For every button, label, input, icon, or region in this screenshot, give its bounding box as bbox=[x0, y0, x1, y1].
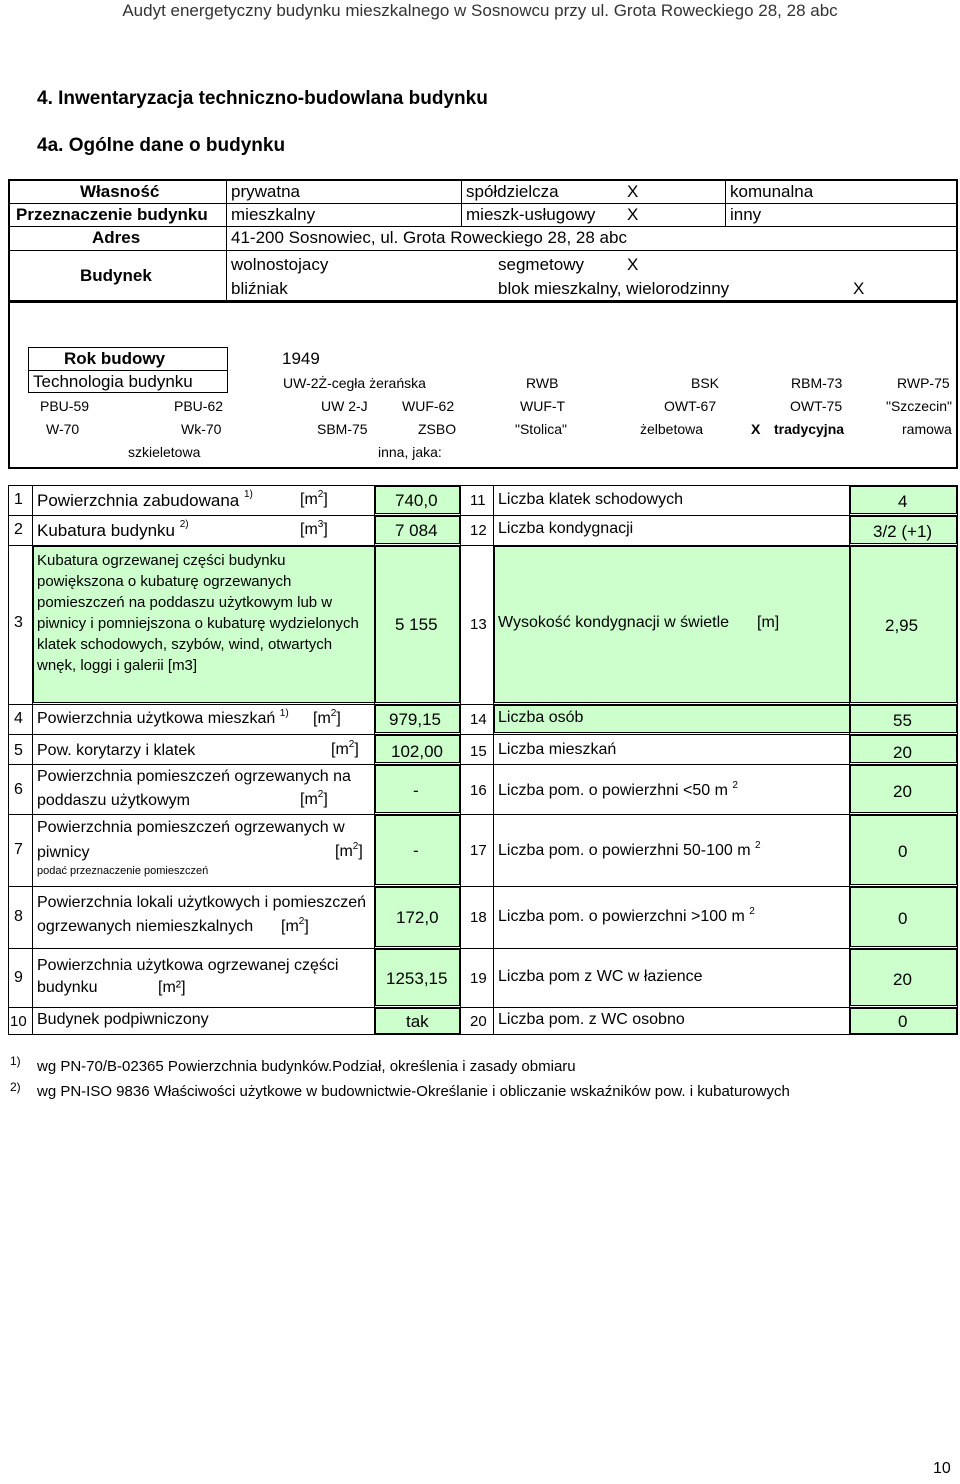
row-13-number: 13 bbox=[470, 616, 487, 633]
footnote-1-mark: 1) bbox=[10, 1054, 21, 1068]
row-5-number: 5 bbox=[14, 742, 23, 759]
row-3-value: 5 155 bbox=[395, 615, 438, 634]
row-12-label: Liczba kondygnacji bbox=[498, 520, 634, 537]
row-11-label: Liczba klatek schodowych bbox=[498, 491, 683, 508]
row-4-value: 979,15 bbox=[389, 710, 441, 729]
tech-opt-zsbo: ZSBO bbox=[418, 421, 457, 437]
row-5-unit: $[m^2]$ bbox=[331, 739, 359, 758]
row-9-number: 9 bbox=[14, 969, 23, 986]
tech-opt-pbu62: PBU-62 bbox=[174, 398, 224, 414]
row-17-value: 0 bbox=[898, 842, 908, 861]
row-20-value: 0 bbox=[898, 1012, 908, 1031]
row-15-number: 15 bbox=[470, 743, 487, 760]
address-label: Adres bbox=[92, 228, 141, 247]
footnote-2-mark: 2) bbox=[10, 1080, 21, 1094]
row-8-label-a: Powierzchnia lokali użytkowych i pomieszczeń bbox=[37, 894, 367, 911]
tech-opt-rwb: RWB bbox=[526, 375, 559, 391]
row-17-label: Liczba pom. o powierzhni 50-100 m $^2$ bbox=[498, 840, 761, 859]
building-mark-1: X bbox=[627, 255, 639, 274]
ownership-opt-municipal: komunalna bbox=[730, 182, 814, 201]
row-18-value: 0 bbox=[898, 909, 908, 928]
row-7-note: podać przeznaczenie pomieszczeń bbox=[37, 865, 209, 877]
row-1-value: 740,0 bbox=[395, 491, 438, 510]
row-6-label-b: poddaszu użytkowym bbox=[37, 792, 190, 809]
purpose-opt-other: inny bbox=[730, 205, 762, 224]
tech-opt-owt75: OWT-75 bbox=[790, 398, 843, 414]
row-4-unit: $[m^2]$ bbox=[313, 708, 341, 727]
tech-opt-tradycyjna: tradycyjna bbox=[774, 421, 845, 437]
row-4-label: Powierzchnia użytkowa mieszkań $^{1)}$ bbox=[37, 708, 289, 727]
section-title: 4. Inwentaryzacja techniczno-budowlana budynku bbox=[37, 88, 488, 109]
purpose-opt-mixed: mieszk-usługowy bbox=[466, 205, 596, 224]
row-11-number: 11 bbox=[470, 492, 486, 509]
page-number: 10 bbox=[933, 1460, 951, 1477]
building-opt-semidetached: bliźniak bbox=[231, 279, 288, 298]
page-header: Audyt energetyczny budynku mieszkalnego w Sosnowcu przy ul. Grota Roweckiego 28, 28 abc bbox=[122, 1, 838, 20]
row-6-label-a: Powierzchnia pomieszczeń ogrzewanych na bbox=[37, 768, 351, 785]
row-15-value: 20 bbox=[893, 743, 912, 762]
year-value: 1949 bbox=[282, 349, 320, 368]
row-14-number: 14 bbox=[470, 711, 487, 728]
ownership-opt-cooperative: spółdzielcza bbox=[466, 182, 559, 201]
row-12-number: 12 bbox=[470, 522, 487, 539]
row-18-number: 18 bbox=[470, 909, 487, 926]
building-mark-2: X bbox=[853, 279, 865, 298]
row-2-label: Kubatura budynku $^{2)}$ bbox=[37, 519, 189, 540]
row-9-label-b: budynku bbox=[37, 979, 98, 996]
row-8-number: 8 bbox=[14, 908, 23, 925]
tech-opt-ramowa: ramowa bbox=[902, 421, 952, 437]
row-7-number: 7 bbox=[14, 841, 23, 858]
row-13-value: 2,95 bbox=[885, 616, 919, 635]
tech-opt-other: inna, jaka: bbox=[378, 444, 442, 460]
row-5-value: 102,00 bbox=[391, 742, 443, 761]
tech-mark: X bbox=[751, 421, 761, 437]
tech-opt-uw2z: UW-2Ż-cegła żerańska bbox=[283, 375, 426, 391]
row-8-label-b: ogrzewanych niemieszkalnych bbox=[37, 918, 254, 935]
row-1-label: Powierzchnia zabudowana $^{1)}$ bbox=[37, 489, 253, 510]
row-4-number: 4 bbox=[14, 710, 23, 727]
row-9-label-a: Powierzchnia użytkowa ogrzewanej części bbox=[37, 957, 339, 974]
row-10-label: Budynek podpiwniczony bbox=[37, 1011, 209, 1028]
purpose-mark: X bbox=[627, 205, 639, 224]
technology-label: Technologia budynku bbox=[33, 372, 193, 391]
row-7-label-b: piwnicy bbox=[37, 844, 90, 861]
row-3-label: Kubatura ogrzewanej części budynku powiększona o kubaturę ogrzewanych pomieszczeń na poddaszu użytkowym lub w piwnicy i pomniejszona o kubaturę wydzielonych klatek schodowych, szybów, wind, otwartych wnęk, loggi i galerii [m3] bbox=[37, 552, 359, 674]
row-1-number: 1 bbox=[14, 491, 23, 508]
row-16-label: Liczba pom. o powierzhni <50 m $^2$ bbox=[498, 780, 738, 799]
row-8-value: 172,0 bbox=[396, 908, 439, 927]
tech-opt-stolica: "Stolica" bbox=[515, 421, 567, 437]
tech-opt-bsk: BSK bbox=[691, 375, 720, 391]
row-10-number: 10 bbox=[10, 1013, 27, 1030]
row-7-unit: $[m^2]$ bbox=[335, 841, 363, 860]
row-16-number: 16 bbox=[470, 782, 487, 799]
tech-opt-w70: W-70 bbox=[46, 421, 80, 437]
row-13-label: Wysokość kondygnacji w świetle bbox=[498, 614, 730, 631]
year-label: Rok budowy bbox=[64, 349, 166, 368]
tech-opt-rwp75: RWP-75 bbox=[897, 375, 950, 391]
row-18-label: Liczba pom. o powierzchni >100 m $^2$ bbox=[498, 906, 755, 925]
ownership-label: Własność bbox=[80, 182, 160, 201]
row-19-number: 19 bbox=[470, 970, 487, 987]
purpose-label: Przeznaczenie budynku bbox=[16, 205, 208, 224]
tech-opt-szkieletowa: szkieletowa bbox=[128, 444, 201, 460]
row-11-value: 4 bbox=[898, 492, 908, 511]
row-2-value: 7 084 bbox=[395, 521, 438, 540]
footnote-1-text: wg PN-70/B-02365 Powierzchnia budynków.Podział, określenia i zasady obmiaru bbox=[37, 1058, 576, 1075]
row-9-unit: [m²] bbox=[158, 979, 186, 996]
row-16-value: 20 bbox=[893, 782, 912, 801]
row-15-label: Liczba mieszkań bbox=[498, 741, 617, 758]
purpose-opt-residential: mieszkalny bbox=[231, 205, 316, 224]
building-label: Budynek bbox=[80, 266, 152, 285]
tech-opt-sbm75: SBM-75 bbox=[317, 421, 368, 437]
row-13-unit: [m] bbox=[757, 614, 780, 631]
ownership-opt-private: prywatna bbox=[231, 182, 300, 201]
tech-opt-uw2j: UW 2-J bbox=[321, 398, 368, 414]
row-19-value: 20 bbox=[893, 970, 912, 989]
tech-opt-wuft: WUF-T bbox=[520, 398, 566, 414]
row-14-label: Liczba osób bbox=[498, 709, 584, 726]
footnote-2-text: wg PN-ISO 9836 Właściwości użytkowe w budownictwie-Określanie i obliczanie wskaźników pow. i kubaturowych bbox=[37, 1083, 790, 1100]
row-9-value: 1253,15 bbox=[386, 969, 448, 988]
tech-opt-owt67: OWT-67 bbox=[664, 398, 717, 414]
tech-opt-szczecin: "Szczecin" bbox=[886, 398, 952, 414]
tech-opt-zelbetowa: żelbetowa bbox=[640, 421, 704, 437]
ownership-mark: X bbox=[627, 182, 639, 201]
tech-opt-wuf62: WUF-62 bbox=[402, 398, 455, 414]
row-2-number: 2 bbox=[14, 521, 23, 538]
row-7-label-a: Powierzchnia pomieszczeń ogrzewanych w bbox=[37, 819, 345, 836]
row-10-value: tak bbox=[406, 1012, 429, 1031]
tech-opt-pbu59: PBU-59 bbox=[40, 398, 90, 414]
row-5-label: Pow. korytarzy i klatek bbox=[37, 742, 196, 759]
row-12-value: 3/2 (+1) bbox=[873, 522, 933, 541]
row-14-value: 55 bbox=[893, 711, 912, 730]
row-20-label: Liczba pom. z WC osobno bbox=[498, 1011, 685, 1028]
subsection-title: 4a. Ogólne dane o budynku bbox=[37, 135, 286, 156]
row-17-number: 17 bbox=[470, 842, 487, 859]
row-8-unit: $[m^2]$ bbox=[281, 916, 309, 935]
building-opt-segment: segmetowy bbox=[498, 255, 584, 274]
address-value: 41-200 Sosnowiec, ul. Grota Roweckiego 28, 28 abc bbox=[231, 228, 627, 247]
building-opt-detached: wolnostojacy bbox=[231, 255, 329, 274]
row-20-number: 20 bbox=[470, 1013, 487, 1030]
row-2-unit: $[m^3]$ bbox=[300, 519, 328, 538]
building-opt-block: blok mieszkalny, wielorodzinny bbox=[498, 279, 730, 298]
row-19-label: Liczba pom z WC w łazience bbox=[498, 968, 703, 985]
row-3-number: 3 bbox=[14, 614, 23, 631]
tech-opt-wk70: Wk-70 bbox=[181, 421, 222, 437]
row-6-value: - bbox=[413, 781, 419, 800]
row-1-unit: $[m^2]$ bbox=[300, 489, 328, 508]
tech-opt-rbm73: RBM-73 bbox=[791, 375, 843, 391]
row-7-value: - bbox=[413, 841, 419, 860]
row-6-number: 6 bbox=[14, 781, 23, 798]
row-6-unit: $[m^2]$ bbox=[300, 789, 328, 808]
